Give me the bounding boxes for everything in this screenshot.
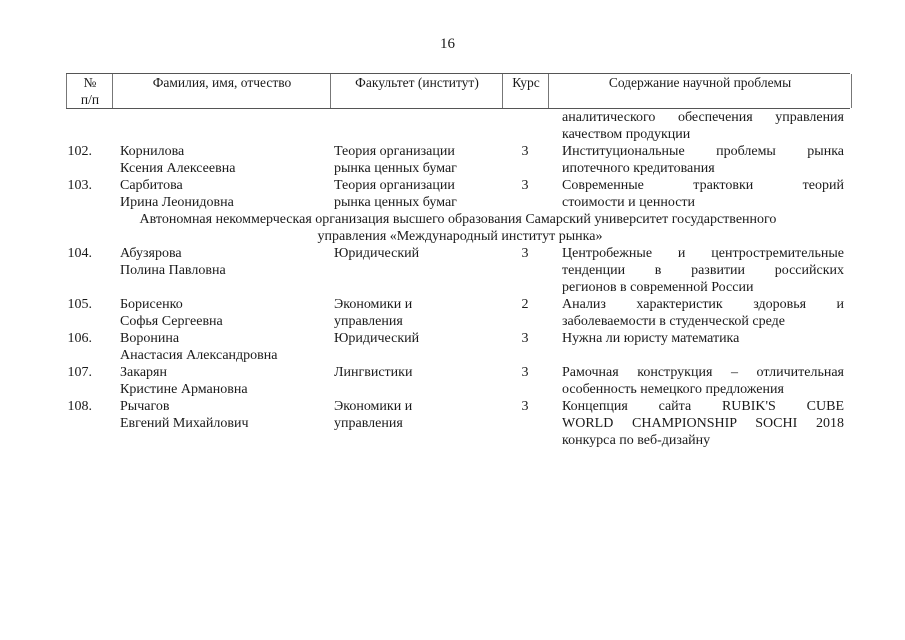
student-name: Кристине Армановна (120, 382, 248, 397)
header-num-line1: № (83, 75, 97, 90)
faculty: Теория организации (334, 144, 455, 159)
topic-line: Рамочная конструкция – отличительная (562, 365, 844, 380)
topic-line: ипотечного кредитования (562, 161, 715, 176)
header-num (66, 74, 113, 108)
topic-line: заболеваемости в студенческой среде (562, 314, 785, 329)
student-name: Софья Сергеевна (120, 314, 223, 329)
topic-line: особенность немецкого предложения (562, 382, 784, 397)
student-name: Ирина Леонидовна (120, 195, 234, 210)
student-name: Ксения Алексеевна (120, 161, 236, 176)
row-number: 104. (67, 246, 92, 261)
faculty: Экономики и (334, 297, 413, 312)
topic-line: тенденции в развитии российских (562, 263, 844, 278)
course: 2 (521, 297, 529, 312)
header-topic-text: Содержание научной проблемы (608, 75, 792, 90)
row-number: 103. (67, 178, 92, 193)
page-number: 16 (440, 36, 455, 52)
topic-continuation-line: аналитического обеспечения управления (562, 110, 844, 125)
row-number: 108. (67, 399, 92, 414)
student-name: Абузярова (120, 246, 182, 261)
faculty: Теория организации (334, 178, 455, 193)
student-name: Рычагов (120, 399, 170, 414)
student-name: Сарбитова (120, 178, 183, 193)
faculty: рынка ценных бумаг (334, 195, 457, 210)
course: 3 (521, 331, 529, 346)
row-number: 107. (67, 365, 92, 380)
student-name: Борисенко (120, 297, 183, 312)
row-number: 105. (67, 297, 92, 312)
student-name: Закарян (120, 365, 167, 380)
topic-line: Концепция сайта RUBIK'S CUBE (562, 399, 844, 414)
header-faculty (330, 74, 503, 108)
student-name: Анастасия Александровна (120, 348, 278, 363)
faculty: рынка ценных бумаг (334, 161, 457, 176)
topic-line: Анализ характеристик здоровья и (562, 297, 844, 312)
course: 3 (521, 246, 529, 261)
course: 3 (521, 399, 529, 414)
organization-heading: управления «Международный институт рынка» (317, 229, 603, 244)
header-name-text: Фамилия, имя, отчество (152, 75, 292, 90)
row-number: 106. (67, 331, 92, 346)
faculty: Лингвистики (334, 365, 413, 380)
header-course-text: Курс (512, 75, 540, 90)
topic-line: Нужна ли юристу математика (562, 331, 740, 346)
faculty: Юридический (334, 246, 420, 261)
faculty: Юридический (334, 331, 420, 346)
course: 3 (521, 178, 529, 193)
faculty: Экономики и (334, 399, 413, 414)
faculty: управления (334, 416, 403, 431)
topic-line: Центробежные и центростремительные (562, 246, 844, 261)
topic-line: WORLD CHAMPIONSHIP SOCHI 2018 (562, 416, 844, 431)
topic-line: Институциональные проблемы рынка (562, 144, 844, 159)
student-name: Корнилова (120, 144, 185, 159)
header-name (112, 74, 331, 108)
topic-line: стоимости и ценности (562, 195, 696, 210)
header-topic (548, 74, 852, 108)
header-num-line2: п/п (80, 92, 100, 107)
student-name: Евгений Михайлович (120, 416, 249, 431)
topic-line: Современные трактовки теорий (562, 178, 844, 193)
header-faculty-text: Факультет (институт) (355, 75, 479, 90)
course: 3 (521, 144, 529, 159)
faculty: управления (334, 314, 403, 329)
topic-line: конкурса по веб-дизайну (562, 433, 711, 448)
row-number: 102. (67, 144, 92, 159)
organization-heading: Автономная некоммерческая организация высшего образования Самарский университет государственного (139, 212, 777, 227)
table-header (66, 73, 850, 109)
student-name: Воронина (120, 331, 180, 346)
course: 3 (521, 365, 529, 380)
topic-continuation-line: качеством продукции (562, 127, 691, 142)
student-name: Полина Павловна (120, 263, 226, 278)
topic-line: регионов в современной России (562, 280, 754, 295)
header-course (502, 74, 549, 108)
